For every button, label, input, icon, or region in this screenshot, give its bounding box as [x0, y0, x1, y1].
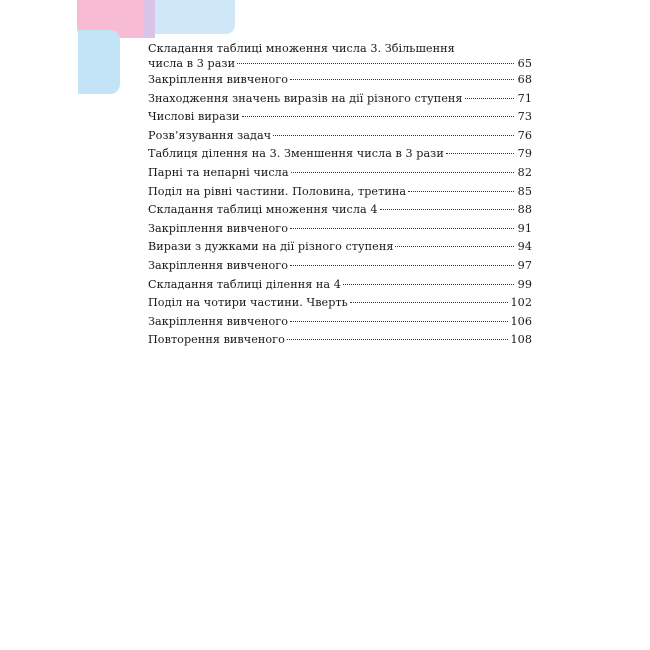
toc-entry-title: Вирази з дужками на дії різного ступеня [148, 240, 394, 254]
dot-leader [290, 265, 514, 266]
dot-leader [290, 321, 508, 322]
toc-entry[interactable] [148, 257, 532, 276]
dot-leader [273, 135, 514, 136]
toc-entry-page: 106 [510, 314, 532, 328]
toc-entry-title: Повторення вивченого [148, 333, 285, 347]
decorative-blue-top-block [143, 0, 235, 34]
toc-entry[interactable] [148, 127, 532, 146]
dot-leader [343, 284, 514, 285]
toc-entry-page: 91 [517, 221, 532, 235]
toc-entry-title: Числові вирази [148, 110, 240, 124]
toc-list [148, 71, 532, 350]
dot-leader [408, 191, 514, 192]
dot-leader [350, 302, 509, 303]
toc-entry-title: Закріплення вивченого [148, 314, 288, 328]
toc-entry-page: 82 [517, 165, 532, 179]
dot-leader [237, 63, 514, 64]
toc-entry[interactable] [148, 238, 532, 257]
toc-entry[interactable] [148, 42, 532, 71]
toc-entry-title: Поділ на рівні частини. Половина, третина [148, 184, 407, 198]
decorative-blue-left-block [78, 30, 120, 94]
dot-leader [446, 153, 514, 154]
toc-entry-page: 71 [517, 91, 532, 105]
dot-leader [380, 209, 514, 210]
toc-entry-title: Складання таблиці ділення на 4 [148, 277, 341, 291]
toc-entry-page: 99 [517, 277, 532, 291]
toc-entry[interactable] [148, 201, 532, 220]
toc-entry[interactable] [148, 145, 532, 164]
toc-entry-page: 76 [517, 128, 532, 142]
toc-entry-page: 73 [517, 110, 532, 124]
toc-entry-title: Закріплення вивченого [148, 221, 288, 235]
toc-entry-page: 108 [510, 333, 532, 347]
dot-leader [291, 172, 514, 173]
table-of-contents [148, 42, 532, 350]
toc-entry[interactable] [148, 220, 532, 239]
decorative-overlap-block [143, 0, 155, 38]
dot-leader [465, 98, 514, 99]
toc-entry-title-line-2: числа в 3 рази [148, 57, 236, 70]
toc-entry[interactable] [148, 313, 532, 332]
toc-entry[interactable] [148, 108, 532, 127]
toc-entry-page: 102 [510, 296, 532, 310]
toc-entry-title: Закріплення вивченого [148, 258, 288, 272]
toc-entry[interactable] [148, 294, 532, 313]
dot-leader [290, 79, 514, 80]
toc-entry-title: Знаходження значень виразів на дії різного ступеня [148, 91, 463, 105]
dot-leader [242, 116, 515, 117]
toc-entry-page: 94 [517, 240, 532, 254]
toc-entry[interactable] [148, 71, 532, 90]
toc-entry-page: 97 [517, 258, 532, 272]
toc-entry-title: Складання таблиці множення числа 4 [148, 203, 378, 217]
toc-entry-page: 68 [517, 73, 532, 86]
toc-entry-title-line-1: Складання таблиці множення числа 3. Збільшення [148, 42, 455, 55]
toc-entry-title: Таблиця ділення на 3. Зменшення числа в 3 рази [148, 147, 444, 161]
toc-entry-title: Поділ на чотири частини. Чверть [148, 296, 348, 310]
toc-entry[interactable] [148, 90, 532, 109]
toc-entry[interactable] [148, 183, 532, 202]
toc-entry-page: 85 [517, 184, 532, 198]
toc-entry[interactable] [148, 331, 532, 350]
dot-leader [287, 339, 509, 340]
toc-entry[interactable] [148, 164, 532, 183]
toc-entry[interactable] [148, 276, 532, 295]
toc-entry-page: 65 [517, 57, 532, 70]
toc-entry-page: 79 [517, 147, 532, 161]
dot-leader [395, 246, 514, 247]
toc-entry-title: Парні та непарні числа [148, 165, 289, 179]
dot-leader [290, 228, 514, 229]
toc-entry-title: Розв’язування задач [148, 128, 272, 142]
toc-entry-title: Закріплення вивченого [148, 73, 288, 86]
toc-entry-page: 88 [517, 203, 532, 217]
